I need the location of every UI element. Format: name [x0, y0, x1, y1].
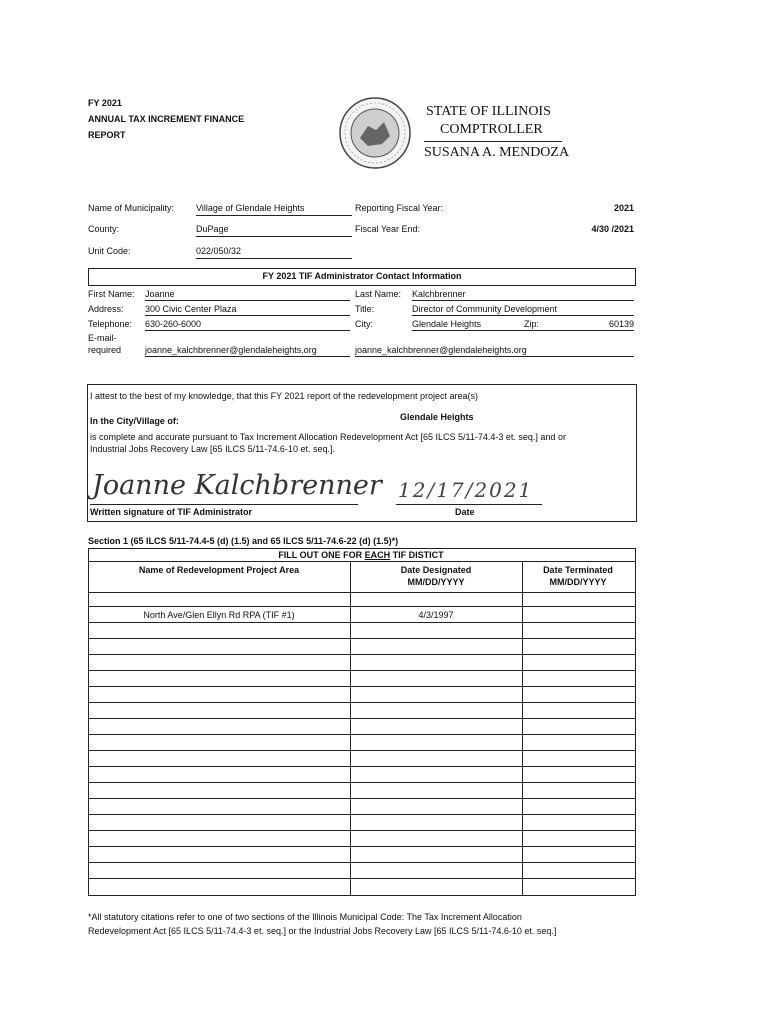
- email-label: E-mail-: [88, 333, 117, 343]
- row-line: [88, 814, 635, 815]
- attest-line-1: I attest to the best of my knowledge, that this FY 2021 report of the redevelopment project area(s): [90, 391, 479, 401]
- last-name-label: Last Name:: [355, 289, 402, 299]
- title-value: Director of Community Development: [412, 304, 558, 314]
- city-value: Glendale Heights: [412, 319, 482, 329]
- attest-line-4: Industrial Jobs Recovery Law [65 ILCS 5/11-74.6-10 et. seq.].: [90, 444, 335, 454]
- row-line: [88, 670, 635, 671]
- date-label: Date: [455, 507, 475, 517]
- col-header-designated-format: MM/DD/YYYY: [407, 577, 465, 587]
- last-name-value: Kalchbrenner: [412, 289, 466, 299]
- first-name-line: [145, 300, 350, 301]
- row-line: [88, 638, 635, 639]
- fiscal-year-end-label: Fiscal Year End:: [355, 224, 421, 234]
- first-name-value: Joanne: [145, 289, 175, 299]
- col-header-project-area: Name of Redevelopment Project Area: [138, 565, 300, 575]
- banner-line: [88, 561, 635, 562]
- telephone-value: 630-260-6000: [145, 319, 202, 329]
- row-line: [88, 798, 635, 799]
- state-name: STATE OF ILLINOIS: [426, 104, 551, 119]
- email-label-required: required: [88, 345, 122, 355]
- col-header-date-designated: Date Designated: [400, 565, 472, 575]
- report-title: ANNUAL TAX INCREMENT FINANCE: [88, 114, 245, 124]
- office-name: COMPTROLLER: [440, 122, 543, 137]
- attest-city-value: Glendale Heights: [400, 412, 474, 422]
- row-line: [88, 862, 635, 863]
- city-line: [412, 330, 634, 331]
- banner-post: TIF DISTICT: [390, 550, 444, 560]
- row-line: [88, 734, 635, 735]
- col-header-terminated-format: MM/DD/YYYY: [549, 577, 607, 587]
- municipality-label: Name of Municipality:: [88, 203, 175, 213]
- row-line: [88, 750, 635, 751]
- tif-table: [88, 548, 636, 896]
- email-line: [145, 356, 350, 357]
- attest-city-label: In the City/Village of:: [90, 416, 179, 426]
- fiscal-year-value: 2021: [613, 203, 634, 213]
- row-1-date-designated: 4/3/1997: [418, 610, 454, 620]
- unit-code-label: Unit Code:: [88, 246, 131, 256]
- administrator-signature: Joanne Kalchbrenner: [92, 470, 382, 501]
- row-line: [88, 606, 635, 607]
- attest-line-3: is complete and accurate pursuant to Tax Increment Allocation Redevelopment Act [65 ILCS 5/11-74.4-3 et. seq.] and or: [90, 432, 566, 442]
- footnote-line-1: *All statutory citations refer to one of two sections of the Illinois Municipal Code: The Tax Increment Allocation: [88, 912, 522, 922]
- contact-title-box: [88, 268, 636, 286]
- row-line: [88, 654, 635, 655]
- fiscal-year-label: Reporting Fiscal Year:: [355, 203, 444, 213]
- section-1-heading: Section 1 (65 ILCS 5/11-74.4-5 (d) (1.5) and 65 ILCS 5/11-74.6-22 (d) (1.5)*): [88, 536, 399, 546]
- row-line: [88, 592, 635, 593]
- contact-title: FY 2021 TIF Administrator Contact Information: [262, 271, 462, 281]
- address-label: Address:: [88, 304, 124, 314]
- address-value: 300 Civic Center Plaza: [145, 304, 237, 314]
- fill-out-banner: [88, 550, 634, 560]
- row-1-project-area: North Ave/Glen Ellyn Rd RPA (TIF #1): [143, 610, 295, 620]
- zip-label: Zip:: [524, 319, 540, 329]
- email-value: joanne_kalchbrenner@glendaleheights.org: [145, 345, 317, 355]
- telephone-label: Telephone:: [88, 319, 133, 329]
- email-line-2: [355, 356, 634, 357]
- banner-each: EACH: [364, 550, 391, 560]
- header-divider: [424, 141, 562, 142]
- official-name: SUSANA A. MENDOZA: [424, 145, 570, 160]
- date-line: [396, 504, 542, 505]
- county-label: County:: [88, 224, 120, 234]
- title-line: [412, 315, 634, 316]
- row-line: [88, 766, 635, 767]
- row-line: [88, 718, 635, 719]
- telephone-line: [145, 330, 350, 331]
- row-line: [88, 878, 635, 879]
- city-label: City:: [355, 319, 373, 329]
- state-seal-icon: [338, 96, 412, 170]
- zip-value: 60139: [608, 319, 634, 329]
- fiscal-year-end-value: 4/30 /2021: [591, 224, 634, 234]
- row-line: [88, 846, 635, 847]
- row-line: [88, 782, 635, 783]
- row-line: [88, 830, 635, 831]
- municipality-value: Village of Glendale Heights: [196, 203, 352, 216]
- footnote-line-2: Redevelopment Act [65 ILCS 5/11-74.4-3 et. seq.] or the Industrial Jobs Recovery Law [65 ILCS 5/11-74.6-10 et. seq.]: [88, 926, 557, 936]
- row-line: [88, 686, 635, 687]
- title-label: Title:: [355, 304, 375, 314]
- last-name-line: [412, 300, 634, 301]
- address-line: [145, 315, 350, 316]
- email-value-2: joanne_kalchbrenner@glendaleheights.org: [355, 345, 527, 355]
- signature-label: Written signature of TIF Administrator: [90, 507, 253, 517]
- handwritten-date: 12/17/2021: [398, 478, 534, 502]
- col-divider-2: [522, 561, 523, 895]
- row-line: [88, 702, 635, 703]
- banner-pre: FILL OUT ONE FOR: [278, 550, 365, 560]
- report-title-2: REPORT: [88, 130, 126, 140]
- unit-code-value: 022/050/32: [196, 246, 352, 259]
- first-name-label: First Name:: [88, 289, 135, 299]
- county-value: DuPage: [196, 224, 352, 237]
- col-header-date-terminated: Date Terminated: [543, 565, 613, 575]
- report-year: FY 2021: [88, 98, 122, 108]
- signature-line: [90, 504, 358, 505]
- row-line: [88, 622, 635, 623]
